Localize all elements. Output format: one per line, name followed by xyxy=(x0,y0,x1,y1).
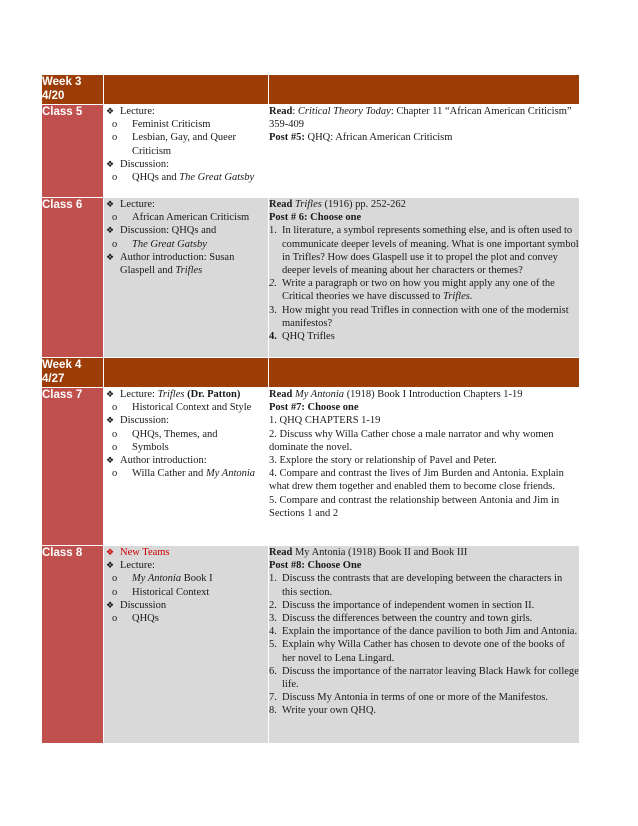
prompt-item: 7. Discuss My Antonia in terms of one or more of the Manifestos. xyxy=(269,692,548,704)
topic-subitem: Historical Context xyxy=(132,586,210,598)
diamond-bullet-icon: ❖ xyxy=(106,199,115,209)
prompt-line: 4. Compare and contrast the lives of Jim Burden and Antonia. Explain what drew them together and enabled them to become close friends. xyxy=(269,468,564,493)
topic-subitem: QHQs and The Great Gatsby xyxy=(132,172,255,184)
topic-item: Discussion xyxy=(120,599,167,611)
class-row xyxy=(42,388,580,546)
post-line: Post #8: Choose One xyxy=(269,560,362,572)
diamond-bullet-icon: ❖ xyxy=(106,415,115,426)
topic-subitem: Willa Cather and My Antonia xyxy=(132,468,256,480)
topic-item: Author introduction: xyxy=(120,455,207,467)
assignment-cell xyxy=(269,198,580,358)
circle-bullet-icon: o xyxy=(112,468,118,480)
prompt-item: 2. Discuss the importance of independent women in section II. xyxy=(269,599,535,611)
topic-item: Lecture: xyxy=(120,560,155,572)
topic-subitem: Historical Context and Style xyxy=(132,402,252,414)
prompt-line: 5. Compare and contrast the relationship between Antonia and Jim in Sections 1 and 2 xyxy=(269,494,560,519)
prompt-item: 5. Explain why Willa Cather has chosen to devote one of the books of her novel to Lena Lingard. xyxy=(269,639,565,664)
week-row xyxy=(42,358,580,388)
week-label xyxy=(42,75,104,105)
circle-bullet-icon: o xyxy=(112,613,118,625)
diamond-bullet-icon: ❖ xyxy=(106,158,115,169)
week-label xyxy=(42,358,104,388)
prompt-item: 1. Discuss the contrasts that are developing between the characters in this section. xyxy=(269,573,563,598)
post-line: Post #7: Choose one xyxy=(269,402,359,414)
topic-subitem: Symbols xyxy=(132,441,169,453)
topics-cell xyxy=(104,546,269,744)
topic-subitem: African American Criticism xyxy=(132,212,250,224)
reading-line: Read: Critical Theory Today: Chapter 11 “African American Criticism” 359-409 xyxy=(269,106,572,131)
prompt-item: 6. Discuss the importance of the narrator leaving Black Hawk for college life. xyxy=(269,665,579,691)
week-label-line1: Week 3 xyxy=(42,76,82,88)
week-row-spacer xyxy=(104,358,269,388)
circle-bullet-icon: o xyxy=(112,172,118,184)
post-line: Post # 6: Choose one xyxy=(269,212,362,224)
topic-item: Lecture: Trifles (Dr. Patton) xyxy=(120,389,241,400)
assignment-cell xyxy=(269,388,580,546)
circle-bullet-icon: o xyxy=(112,212,118,224)
topic-item: Discussion: xyxy=(120,415,170,427)
diamond-bullet-icon: ❖ xyxy=(106,225,115,236)
prompt-line: 1. QHQ CHAPTERS 1-19 xyxy=(269,415,381,427)
class-row xyxy=(42,198,580,358)
circle-bullet-icon: o xyxy=(112,402,118,414)
week-row-spacer xyxy=(104,75,269,105)
circle-bullet-icon: o xyxy=(112,238,118,250)
week-row-spacer xyxy=(269,358,580,388)
topic-item: New Teams xyxy=(120,547,170,558)
prompt-line: 2. Discuss why Willa Cather chose a male narrator and why women dominate the novel. xyxy=(269,428,554,453)
assignment-cell xyxy=(269,546,580,744)
class-row xyxy=(42,105,580,198)
week-label-line2: 4/27 xyxy=(42,373,65,385)
topic-item: Discussion: xyxy=(120,158,170,170)
topics-cell xyxy=(104,198,269,358)
diamond-bullet-icon: ❖ xyxy=(106,560,115,571)
prompt-item: 1. In literature, a symbol represents something else, and is often used to communicate deeper levels of meaning. What is one important symbol in Trifles? How does Glaspell use it to propel the plot and convey deeper levels of meaning about her characters or themes? xyxy=(269,225,579,277)
circle-bullet-icon: o xyxy=(112,119,118,131)
prompt-item: 8. Write your own QHQ. xyxy=(269,705,377,717)
prompt-item: 2. Write a paragraph or two on how you might apply any one of the Critical theories we have discussed to Trifles. xyxy=(269,278,555,303)
circle-bullet-icon: o xyxy=(112,132,118,144)
schedule-table xyxy=(41,74,580,744)
reading-line: Read My Antonia (1918) Book II and Book III xyxy=(269,547,468,558)
prompt-item: 3. How might you read Trifles in connection with one of the modernist manifestos? xyxy=(269,304,569,329)
circle-bullet-icon: o xyxy=(112,428,118,440)
topic-subitem: QHQs, Themes, and xyxy=(132,428,218,440)
topic-item: Lecture: xyxy=(120,106,155,117)
diamond-bullet-icon: ❖ xyxy=(106,106,115,116)
topic-subitem: QHQs xyxy=(132,613,159,625)
topic-item: Discussion: QHQs and xyxy=(120,225,217,237)
class-row xyxy=(42,546,580,744)
class-label: Class 7 xyxy=(42,388,104,546)
topic-subitem: Feminist Criticism xyxy=(132,119,211,131)
diamond-bullet-icon: ❖ xyxy=(106,455,115,466)
week-row xyxy=(42,75,580,105)
diamond-bullet-icon: ❖ xyxy=(106,547,115,557)
topic-item: Author introduction: Susan Glaspell and Trifles xyxy=(120,251,235,277)
topics-cell xyxy=(104,105,269,198)
week-label-line1: Week 4 xyxy=(42,359,82,371)
circle-bullet-icon: o xyxy=(112,441,118,453)
topic-subitem: My Antonia Book I xyxy=(132,573,213,585)
post-line: Post #5: QHQ: African American Criticism xyxy=(269,132,453,144)
topic-subitem: The Great Gatsby xyxy=(132,238,207,250)
prompt-line: 3. Explore the story or relationship of Pavel and Peter. xyxy=(269,455,497,467)
assignment-cell xyxy=(269,105,580,198)
prompt-item: 4. Explain the importance of the dance pavilion to both Jim and Antonia. xyxy=(269,626,578,638)
week-label-line2: 4/20 xyxy=(42,90,65,102)
reading-line: Read Trifles (1916) pp. 252-262 xyxy=(269,199,406,210)
topics-cell xyxy=(104,388,269,546)
class-label: Class 6 xyxy=(42,198,104,358)
class-label: Class 8 xyxy=(42,546,104,744)
circle-bullet-icon: o xyxy=(112,586,118,598)
week-row-spacer xyxy=(269,75,580,105)
diamond-bullet-icon: ❖ xyxy=(106,389,115,399)
topic-subitem: Lesbian, Gay, and Queer Criticism xyxy=(132,132,236,157)
reading-line: Read My Antonia (1918) Book I Introduction Chapters 1-19 xyxy=(269,389,523,400)
topic-item: Lecture: xyxy=(120,199,155,210)
prompt-item: 4. QHQ Trifles xyxy=(269,331,335,343)
prompt-item: 3. Discuss the differences between the country and town girls. xyxy=(269,613,533,625)
class-label: Class 5 xyxy=(42,105,104,198)
diamond-bullet-icon: ❖ xyxy=(106,251,115,262)
diamond-bullet-icon: ❖ xyxy=(106,599,115,610)
circle-bullet-icon: o xyxy=(112,573,118,585)
